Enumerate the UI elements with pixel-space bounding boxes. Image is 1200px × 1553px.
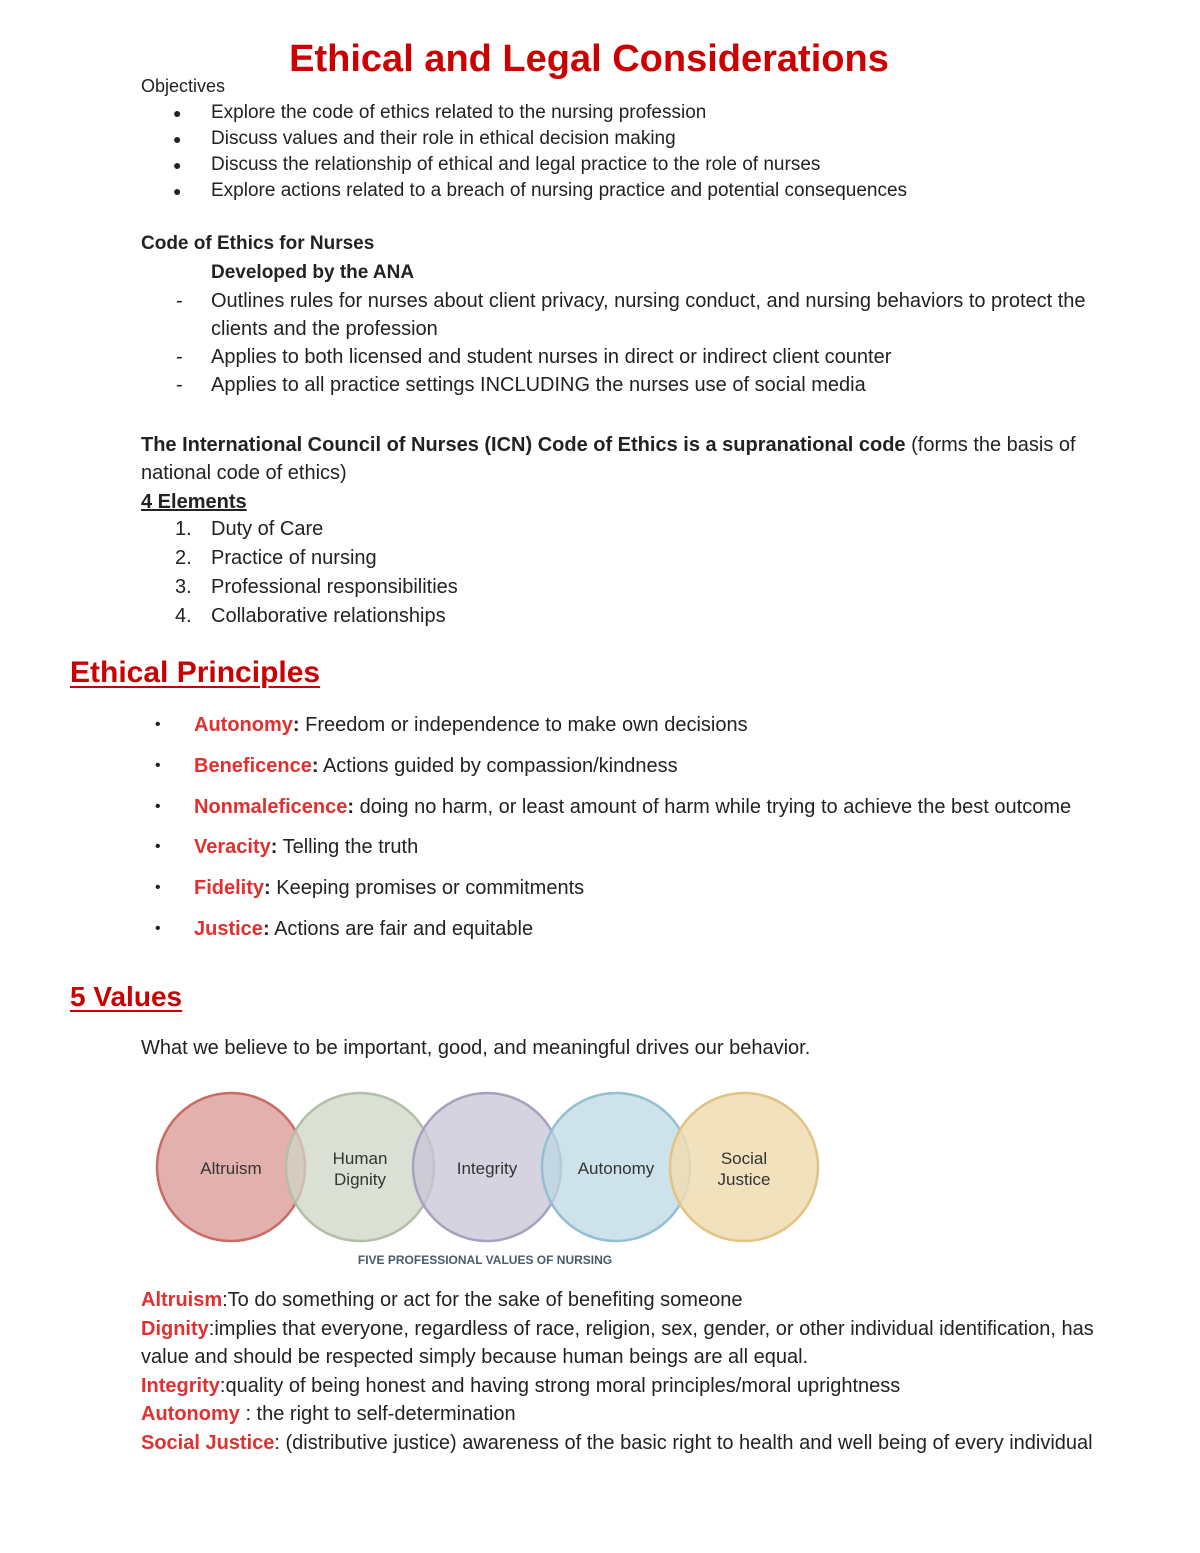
list-item: • Beneficence: Actions guided by compassion/kindness [0, 751, 1200, 792]
definition-item: Social Justice: (distributive justice) awareness of the basic right to health and well being of every individual [141, 1431, 1093, 1454]
five-values-diagram [150, 1088, 830, 1268]
bullet-icon: • [155, 919, 161, 937]
list-item: 2. Practice of nursing [175, 547, 377, 569]
list-item: 3. Professional responsibilities [175, 576, 458, 598]
dash-icon: - [176, 290, 183, 312]
bullet-icon: ● [173, 183, 182, 199]
bullet-icon: ● [173, 131, 182, 147]
code-of-ethics-subheading: Developed by the ANA [211, 262, 415, 283]
autonomy-label: Autonomy [577, 1159, 655, 1178]
diagram-caption: FIVE PROFESSIONAL VALUES OF NURSING [357, 1253, 613, 1267]
icn-paragraph: The International Council of Nurses (ICN) Code of Ethics is a supranational code (forms the basis of national code of ethics) [141, 434, 1076, 484]
human-dignity-label: Human Dignity [332, 1149, 388, 1189]
ethical-principles-heading: Ethical Principles [70, 656, 321, 689]
objectives-label: Objectives [141, 76, 226, 96]
value-definitions [141, 1286, 1141, 1457]
altruism-label: Altruism [200, 1159, 262, 1178]
list-item: - Applies to all practice settings INCLUDING the nurses use of social media [0, 371, 1200, 399]
list-item: ● Explore the code of ethics related to the nursing profession [0, 100, 1200, 126]
bullet-icon: • [155, 797, 161, 815]
definition-item: Altruism:To do something or act for the sake of benefiting someone [141, 1289, 743, 1311]
bullet-icon: ● [173, 105, 182, 121]
list-item: • Justice: Actions are fair and equitable [0, 914, 1200, 955]
bullet-icon: • [155, 838, 161, 856]
bullet-icon: ● [173, 157, 182, 173]
list-item: • Autonomy: Freedom or independence to make own decisions [0, 710, 1200, 751]
list-item: ● Discuss the relationship of ethical and legal practice to the role of nurses [0, 152, 1200, 178]
list-item: • Nonmaleficence: doing no harm, or least amount of harm while trying to achieve the best outcome [0, 792, 1200, 833]
integrity-label: Integrity [456, 1159, 518, 1178]
ethical-principles-list [0, 710, 1200, 955]
list-item: ● Explore actions related to a breach of nursing practice and potential consequences [0, 178, 1200, 204]
code-of-ethics-heading: Code of Ethics for Nurses [141, 233, 375, 254]
social-justice-label: Social Justice [717, 1149, 771, 1189]
bullet-icon: • [155, 756, 161, 774]
page-title: Ethical and Legal Considerations [289, 38, 889, 80]
list-item: 4. Collaborative relationships [175, 605, 446, 627]
objectives-list [0, 100, 1200, 204]
elements-list [0, 515, 1200, 631]
values-intro: What we believe to be important, good, and meaningful drives our behavior. [141, 1037, 811, 1059]
elements-heading: 4 Elements [141, 491, 247, 513]
list-item: - Outlines rules for nurses about client privacy, nursing conduct, and nursing behaviors to protect the clients and the profession [0, 287, 1200, 343]
definition-item: Dignity:implies that everyone, regardless of race, religion, sex, gender, or other individual identification, has value and should be respected simply because human beings are all equal. [141, 1317, 1094, 1368]
definition-item: Integrity:quality of being honest and having strong moral principles/moral uprightness [141, 1374, 901, 1397]
list-item: ● Discuss values and their role in ethical decision making [0, 126, 1200, 152]
values-heading: 5 Values [70, 981, 183, 1012]
list-item: • Veracity: Telling the truth [0, 832, 1200, 873]
bullet-icon: • [155, 716, 161, 733]
list-item: • Fidelity: Keeping promises or commitments [0, 873, 1200, 914]
dash-icon: - [176, 374, 183, 396]
dash-icon: - [176, 346, 183, 368]
bullet-icon: • [155, 879, 161, 897]
list-item: 1. Duty of Care [175, 518, 324, 540]
definition-item: Autonomy : the right to self-determination [141, 1403, 516, 1425]
list-item: - Applies to both licensed and student nurses in direct or indirect client counter [0, 343, 1200, 371]
code-of-ethics-list [0, 287, 1200, 399]
